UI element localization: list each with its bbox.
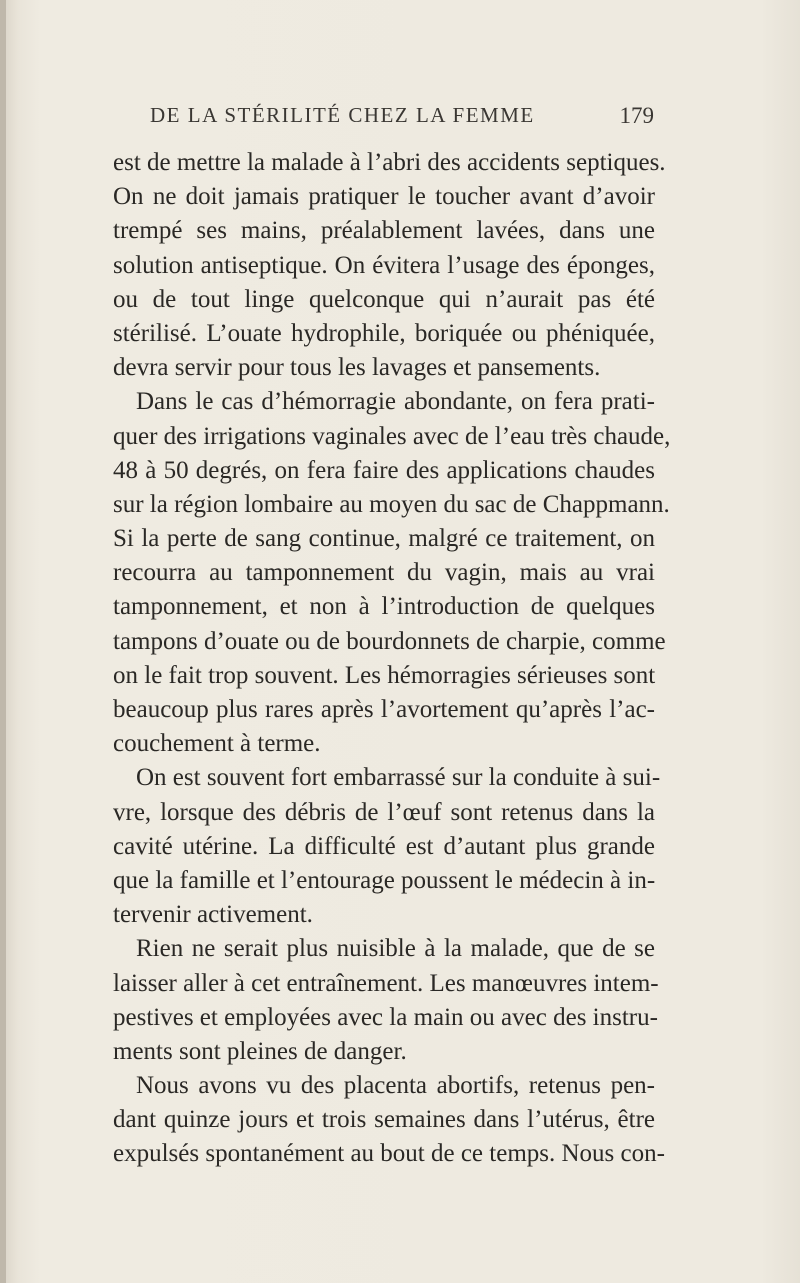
text-line: Rien ne serait plus nuisible à la malade, que de se: [136, 935, 655, 963]
text-line: quer des irrigations vaginales avec de l’eau très chaude,: [113, 422, 671, 450]
text-line: Si la perte de sang continue, malgré ce traitement, on: [113, 525, 655, 553]
text-line: 48 à 50 degrés, on fera faire des applications chaudes: [113, 456, 655, 484]
text-line: vre, lorsque des débris de l’œuf sont retenus dans la: [113, 798, 655, 826]
text-line: laisser aller à cet entraînement. Les manœuvres intem-: [113, 969, 659, 997]
text-line: tervenir activement.: [113, 901, 313, 929]
text-line: On est souvent fort embarrassé sur la conduite à sui-: [136, 764, 661, 792]
text-line: beaucoup plus rares après l’avortement qu’après l’ac-: [113, 696, 655, 723]
text-line: recourra au tamponnement du vagin, mais au vrai: [113, 559, 655, 587]
text-line: cavité utérine. La difficulté est d’autant plus grande: [113, 832, 655, 860]
text-line: couchement à terme.: [113, 730, 321, 758]
text-line: Dans le cas d’hémorragie abondante, on fera prati-: [136, 388, 655, 416]
text-line: Nous avons vu des placenta abortifs, retenus pen-: [136, 1072, 655, 1100]
running-header: [150, 103, 654, 128]
text-line: trempé ses mains, préalablement lavées, dans une: [113, 217, 655, 245]
text-line: sur la région lombaire au moyen du sac de Chappmann.: [113, 490, 670, 518]
text-line: ments sont pleines de danger.: [113, 1037, 407, 1065]
text-line: solution antiseptique. On évitera l’usage des éponges,: [113, 251, 655, 279]
text-line: On ne doit jamais pratiquer le toucher avant d’avoir: [113, 183, 655, 211]
text-line: tampons d’ouate ou de bourdonnets de charpie, comme: [113, 627, 666, 655]
text-line: expulsés spontanément au bout de ce temps. Nous con-: [113, 1140, 665, 1168]
text-line: pestives et employées avec la main ou avec des instru-: [113, 1003, 658, 1031]
text-line: dant quinze jours et trois semaines dans l’utérus, être: [113, 1106, 655, 1134]
page-number: 179: [619, 103, 654, 128]
page-gutter-shadow: [0, 0, 6, 1283]
running-title: DE LA STÉRILITÉ CHEZ LA FEMME: [150, 103, 535, 127]
text-line: ou de tout linge quelconque qui n’aurait pas été: [113, 285, 655, 313]
text-line: est de mettre la malade à l’abri des accidents septiques.: [113, 149, 666, 176]
body-text: [113, 146, 671, 1172]
text-line: tamponnement, et non à l’introduction de quelques: [113, 593, 655, 621]
text-line: on le fait trop souvent. Les hémorragies sérieuses sont: [113, 661, 656, 689]
text-line: devra servir pour tous les lavages et pansements.: [113, 354, 601, 382]
text-line: que la famille et l’entourage poussent le médecin à in-: [113, 866, 656, 894]
text-line: stérilisé. L’ouate hydrophile, boriquée ou phéniquée,: [113, 319, 655, 347]
